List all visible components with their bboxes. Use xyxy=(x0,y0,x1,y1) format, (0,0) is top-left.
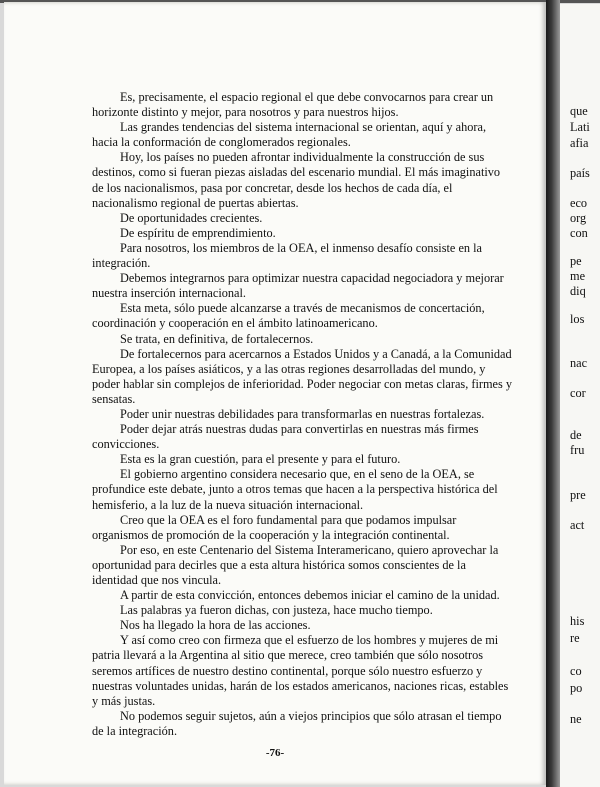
paragraph: Creo que la OEA es el foro fundamental para que podamos impulsar organismos de promoción de la cooperación y la integración continental. xyxy=(92,512,457,542)
right-page-fragment: me xyxy=(570,269,586,283)
right-page-fragment: de xyxy=(570,428,582,442)
paragraph: A partir de esta convicción, entonces debemos iniciar el camino de la unidad. xyxy=(120,588,500,603)
body-text xyxy=(92,90,512,739)
right-page-fragment: nac xyxy=(570,356,588,370)
right-page-fragment: con xyxy=(570,226,588,240)
paragraph: Las grandes tendencias del sistema internacional se orientan, aquí y ahora, hacia la conformación de conglomerados regionales. xyxy=(92,120,487,150)
right-page-fragment: fru xyxy=(570,443,585,457)
right-page-fragment: act xyxy=(570,518,585,532)
paragraph: Por eso, en este Centenario del Sistema Interamericano, quiero aprovechar la oportunidad para decirles que a esta altura histórica somos conscientes de la identidad que nos vincula. xyxy=(92,542,499,587)
right-page xyxy=(560,4,600,787)
left-page xyxy=(4,2,546,785)
right-page-fragment: ne xyxy=(570,712,582,726)
right-page-fragment: diq xyxy=(570,284,586,298)
paragraph: Poder dejar atrás nuestras dudas para convertirlas en nuestras más firmes convicciones. xyxy=(92,422,479,452)
right-page-fragment: pre xyxy=(570,488,586,502)
paragraph: Debemos integrarnos para optimizar nuestra capacidad negociadora y mejorar nuestra inserción internacional. xyxy=(92,271,504,301)
right-page-fragment: pe xyxy=(570,254,582,268)
paragraph: De espíritu de emprendimiento. xyxy=(120,225,276,240)
paragraph: Poder unir nuestras debilidades para transformarlas en nuestras fortalezas. xyxy=(120,406,485,421)
right-page-fragment: los xyxy=(570,312,585,326)
paragraph: Hoy, los países no pueden afrontar individualmente la construcción de sus destinos, como si fueran piezas aisladas del escenario mundial. El más imaginativo de los nacionalismos, pasa por concretar, desde los hechos de cada día, el nacionalismo regional de puertas abiertas. xyxy=(92,150,501,210)
right-page-fragment: his xyxy=(570,614,585,628)
paragraph: Es, precisamente, el espacio regional el que debe convocarnos para crear un horizonte distinto y mejor, para nosotros y para nuestros hijos. xyxy=(92,90,494,120)
page-number: -76- xyxy=(265,747,285,759)
paragraph: Nos ha llegado la hora de las acciones. xyxy=(120,618,311,633)
paragraph: Y así como creo con firmeza que el esfuerzo de los hombres y mujeres de mi patria llevará a la Argentina al sitio que merece, creo también que sólo nosotros seremos artífices de nuestro destino continental, porque sólo nuestro esfuerzo y nuestras voluntades unidas, harán de los estados americanos, naciones ricas, estables y más justas. xyxy=(92,633,509,708)
paragraph: El gobierno argentino considera necesario que, en el seno de la OEA, se profundice este debate, junto a otros temas que hacen a la perspectiva histórica del hemisferio, a la luz de la nueva situación internacional. xyxy=(92,467,498,512)
paragraph: De oportunidades crecientes. xyxy=(120,210,263,225)
right-page-fragment: re xyxy=(570,631,580,645)
right-page-fragment: cor xyxy=(570,386,586,400)
paragraph: Las palabras ya fueron dichas, con justeza, hace mucho tiempo. xyxy=(120,603,433,618)
right-page-fragment: co xyxy=(570,664,582,678)
paragraph: Para nosotros, los miembros de la OEA, el inmenso desafío consiste en la integración. xyxy=(92,240,483,271)
paragraph: Se trata, en definitiva, de fortalecernos. xyxy=(120,331,314,346)
paragraph: Esta meta, sólo puede alcanzarse a través de mecanismos de concertación, coordinación y cooperación en el ámbito latinoamericano. xyxy=(92,301,485,331)
book-gutter xyxy=(546,0,560,787)
right-page-fragment: país xyxy=(570,166,590,180)
right-page-fragment: eco xyxy=(570,196,588,210)
paragraph: No podemos seguir sujetos, aún a viejos principios que sólo atrasan el tiempo de la integración. xyxy=(92,708,502,738)
right-page-fragment: org xyxy=(570,211,587,225)
right-page-fragment: afia xyxy=(570,136,589,150)
paragraph: De fortalecernos para acercarnos a Estados Unidos y a Canadá, a la Comunidad Europea, a los países asiáticos, y a las otras regiones desarrolladas del mundo, y poder hablar sin complejos de inferioridad. Poder negociar con metas claras, firmes y sensatas. xyxy=(92,346,512,406)
right-page-fragment: po xyxy=(570,681,583,695)
paragraph: Esta es la gran cuestión, para el presente y para el futuro. xyxy=(120,452,401,467)
right-page-fragment: que xyxy=(570,104,588,118)
right-page-fragment: Lati xyxy=(570,120,590,134)
